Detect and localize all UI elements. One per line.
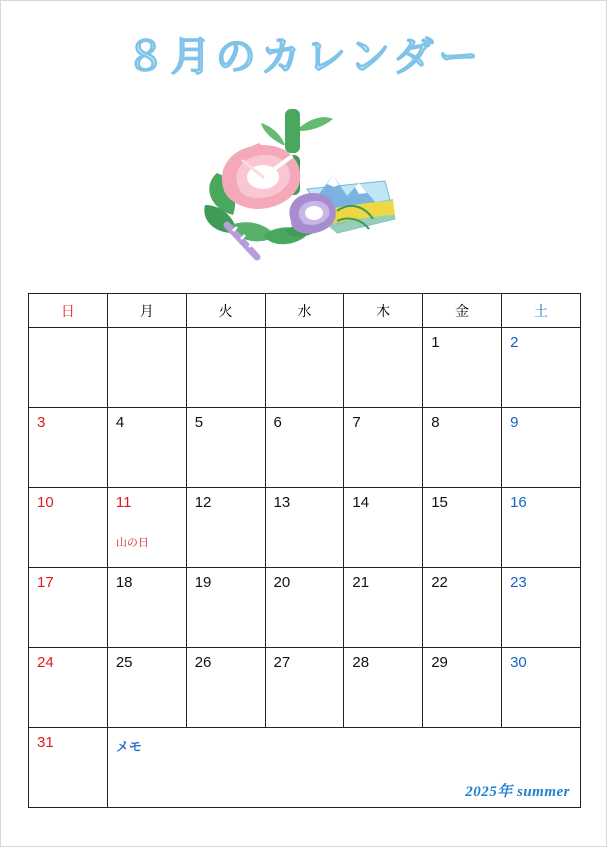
day-number: 4 (115, 414, 125, 431)
calendar-cell[interactable] (344, 568, 423, 648)
day-number: 26 (194, 654, 212, 671)
day-number: 30 (510, 654, 527, 671)
weekday-header-monday: 月 (107, 294, 186, 328)
weekday-header-friday: 金 (423, 294, 502, 328)
day-number: 5 (194, 414, 204, 431)
memo-label: メモ (115, 739, 142, 754)
day-number: 16 (510, 494, 527, 511)
day-number: 10 (37, 494, 54, 511)
day-number: 3 (37, 414, 46, 431)
calendar-cell[interactable] (502, 408, 581, 488)
calendar-cell[interactable] (265, 648, 344, 728)
day-number: 28 (352, 654, 370, 671)
calendar-cell[interactable] (502, 568, 581, 648)
calendar-cell[interactable] (265, 328, 344, 408)
day-number: 29 (431, 654, 448, 671)
calendar-cell[interactable] (344, 328, 423, 408)
calendar-cell[interactable] (29, 728, 108, 808)
day-number: 15 (431, 494, 448, 511)
calendar-cell[interactable] (107, 568, 186, 648)
weekday-header-thursday: 木 (344, 294, 423, 328)
day-number: 20 (273, 574, 291, 591)
calendar-cell[interactable] (186, 648, 265, 728)
calendar-cell[interactable] (107, 488, 186, 568)
calendar-cell[interactable] (186, 568, 265, 648)
calendar-cell[interactable] (423, 648, 502, 728)
calendar-cell[interactable] (423, 488, 502, 568)
calendar-cell[interactable] (107, 408, 186, 488)
day-number: 23 (510, 574, 527, 591)
calendar-cell[interactable] (29, 568, 108, 648)
calendar-cell[interactable] (265, 568, 344, 648)
weekday-header-tuesday: 火 (186, 294, 265, 328)
day-number: 2 (510, 334, 519, 351)
illustration-svg (187, 101, 417, 266)
calendar-cell[interactable] (29, 648, 108, 728)
calendar-cell[interactable] (423, 408, 502, 488)
calendar-cell[interactable] (107, 328, 186, 408)
day-number: 24 (37, 654, 54, 671)
day-number: 18 (115, 574, 133, 591)
calendar-cell[interactable] (265, 408, 344, 488)
calendar-cell[interactable] (186, 408, 265, 488)
weekday-header-row (29, 294, 581, 328)
day-number: 14 (352, 494, 370, 511)
holiday-label: 山の日 (115, 537, 149, 549)
calendar-cell[interactable] (29, 488, 108, 568)
day-number: 21 (352, 574, 370, 591)
calendar-cell[interactable] (502, 488, 581, 568)
calendar-cell[interactable] (423, 328, 502, 408)
calendar-cell[interactable] (344, 408, 423, 488)
morning-glory-illustration (187, 101, 417, 266)
day-number: 31 (37, 734, 54, 751)
day-number: 13 (273, 494, 291, 511)
calendar-cell[interactable] (186, 328, 265, 408)
day-number: 17 (37, 574, 54, 591)
weekday-header-wednesday: 水 (265, 294, 344, 328)
day-number: 9 (510, 414, 519, 431)
memo-cell[interactable] (107, 728, 580, 808)
calendar-cell[interactable] (265, 488, 344, 568)
day-number: 19 (194, 574, 212, 591)
calendar-cell[interactable] (107, 648, 186, 728)
weekday-header-saturday: 土 (502, 294, 581, 328)
calendar-week-row (29, 648, 581, 728)
day-number: 7 (352, 414, 361, 431)
calendar-table (28, 293, 581, 808)
day-number: 1 (431, 334, 440, 351)
calendar-week-row-memo (29, 728, 581, 808)
calendar-cell[interactable] (502, 648, 581, 728)
weekday-header-sunday: 日 (29, 294, 108, 328)
day-number: 8 (431, 414, 440, 431)
calendar-cell[interactable] (344, 648, 423, 728)
day-number: 12 (194, 494, 212, 511)
day-number: 22 (431, 574, 448, 591)
signature-text: 2025年 summer (465, 784, 570, 800)
day-number: 11 (115, 494, 132, 511)
calendar-week-row (29, 488, 581, 568)
calendar-cell[interactable] (344, 488, 423, 568)
calendar-week-row (29, 328, 581, 408)
day-number: 25 (115, 654, 133, 671)
calendar-week-row (29, 568, 581, 648)
page-title: ８月のカレンダー (125, 34, 484, 79)
calendar-cell[interactable] (29, 328, 108, 408)
day-number: 6 (273, 414, 282, 431)
day-number: 27 (273, 654, 291, 671)
calendar-cell[interactable] (502, 328, 581, 408)
calendar-cell[interactable] (29, 408, 108, 488)
calendar-cell[interactable] (423, 568, 502, 648)
calendar-week-row (29, 408, 581, 488)
calendar-table-wrap (28, 293, 581, 808)
calendar-cell[interactable] (186, 488, 265, 568)
